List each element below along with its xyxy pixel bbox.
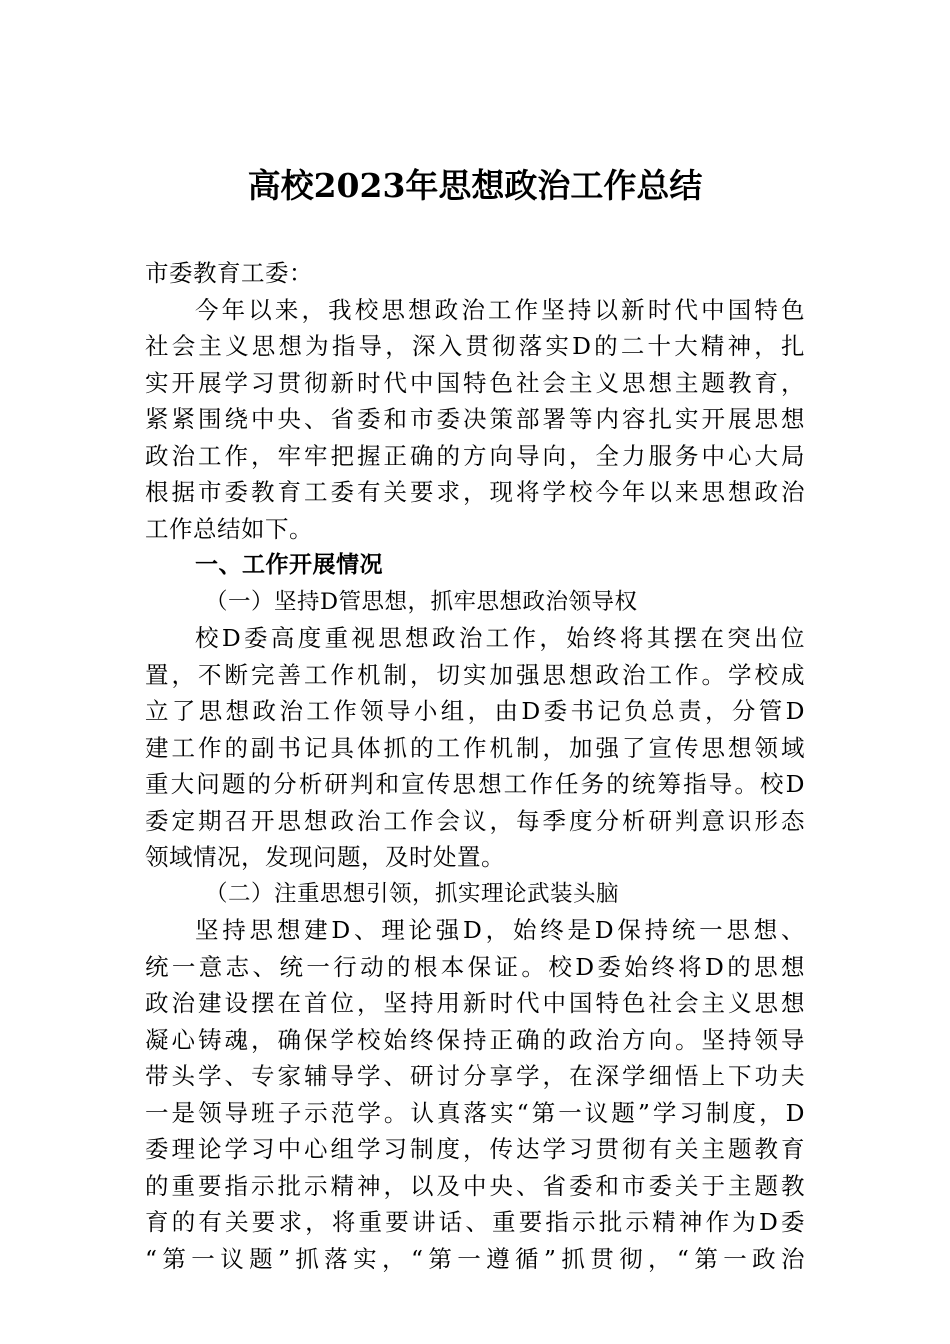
section2-line: 的重要指示批示精神，以及中央、省委和市委关于主题教 bbox=[145, 1171, 805, 1200]
intro-line: 实开展学习贯彻新时代中国特色社会主义思想主题教育， bbox=[145, 368, 805, 397]
intro-line: 今年以来，我校思想政治工作坚持以新时代中国特色 bbox=[195, 295, 805, 324]
intro-line: 政治工作，牢牢把握正确的方向导向，全力服务中心大局 bbox=[145, 441, 805, 470]
section1-line: 领域情况，发现问题，及时处置。 bbox=[145, 843, 505, 871]
section2-line: 统一意志、统一行动的根本保证。校D委始终将D的思想 bbox=[145, 952, 805, 981]
document-body bbox=[145, 255, 805, 1277]
section1-line: 建工作的副书记具体抓的工作机制，加强了宣传思想领域 bbox=[145, 733, 805, 762]
section1-line: 委定期召开思想政治工作会议，每季度分析研判意识形态 bbox=[145, 806, 805, 835]
section2-line: 育的有关要求，将重要讲话、重要指示批示精神作为D委 bbox=[145, 1208, 805, 1236]
section1-line: 校D委高度重视思想政治工作，始终将其摆在突出位 bbox=[195, 624, 805, 652]
section2-line: 一是领导班子示范学。认真落实“第一议题”学习制度，D bbox=[145, 1098, 805, 1127]
intro-line: 社会主义思想为指导，深入贯彻落实D的二十大精神，扎 bbox=[145, 332, 805, 360]
section2-line: 坚持思想建D、理论强D，始终是D保持统一思想、 bbox=[195, 916, 805, 944]
section1-line: 立了思想政治工作领导小组，由D委书记负总责，分管D bbox=[145, 697, 805, 725]
section2-line: 凝心铸魂，确保学校始终保持正确的政治方向。坚持领导 bbox=[145, 1025, 805, 1054]
section2-line: 委理论学习中心组学习制度，传达学习贯彻有关主题教育 bbox=[145, 1135, 805, 1163]
section1-line: 置，不断完善工作机制，切实加强思想政治工作。学校成 bbox=[145, 660, 805, 689]
document-title: 高校2023年思想政治工作总结 bbox=[247, 166, 703, 205]
section2-line: 带头学、专家辅导学、研讨分享学，在深学细悟上下功夫 bbox=[145, 1062, 805, 1090]
section1-heading: （一）坚持D管思想，抓牢思想政治领导权 bbox=[205, 588, 638, 615]
section2-heading: （二）注重思想引领，抓实理论武装头脑 bbox=[205, 880, 620, 907]
salutation: 市委教育工委： bbox=[145, 259, 313, 287]
section2-line: 政治建设摆在首位，坚持用新时代中国特色社会主义思想 bbox=[145, 989, 805, 1017]
section1-line: 重大问题的分析研判和宣传思想工作任务的统筹指导。校D bbox=[145, 770, 805, 798]
section2-line: “第一议题”抓落实，“第一遵循”抓贯彻，“第一政治 bbox=[145, 1244, 805, 1273]
intro-line: 根据市委教育工委有关要求，现将学校今年以来思想政治 bbox=[145, 478, 805, 506]
heading-level1: 一、工作开展情况 bbox=[195, 552, 383, 578]
intro-line: 工作总结如下。 bbox=[145, 514, 313, 543]
intro-line: 紧紧围绕中央、省委和市委决策部署等内容扎实开展思想 bbox=[145, 405, 805, 433]
